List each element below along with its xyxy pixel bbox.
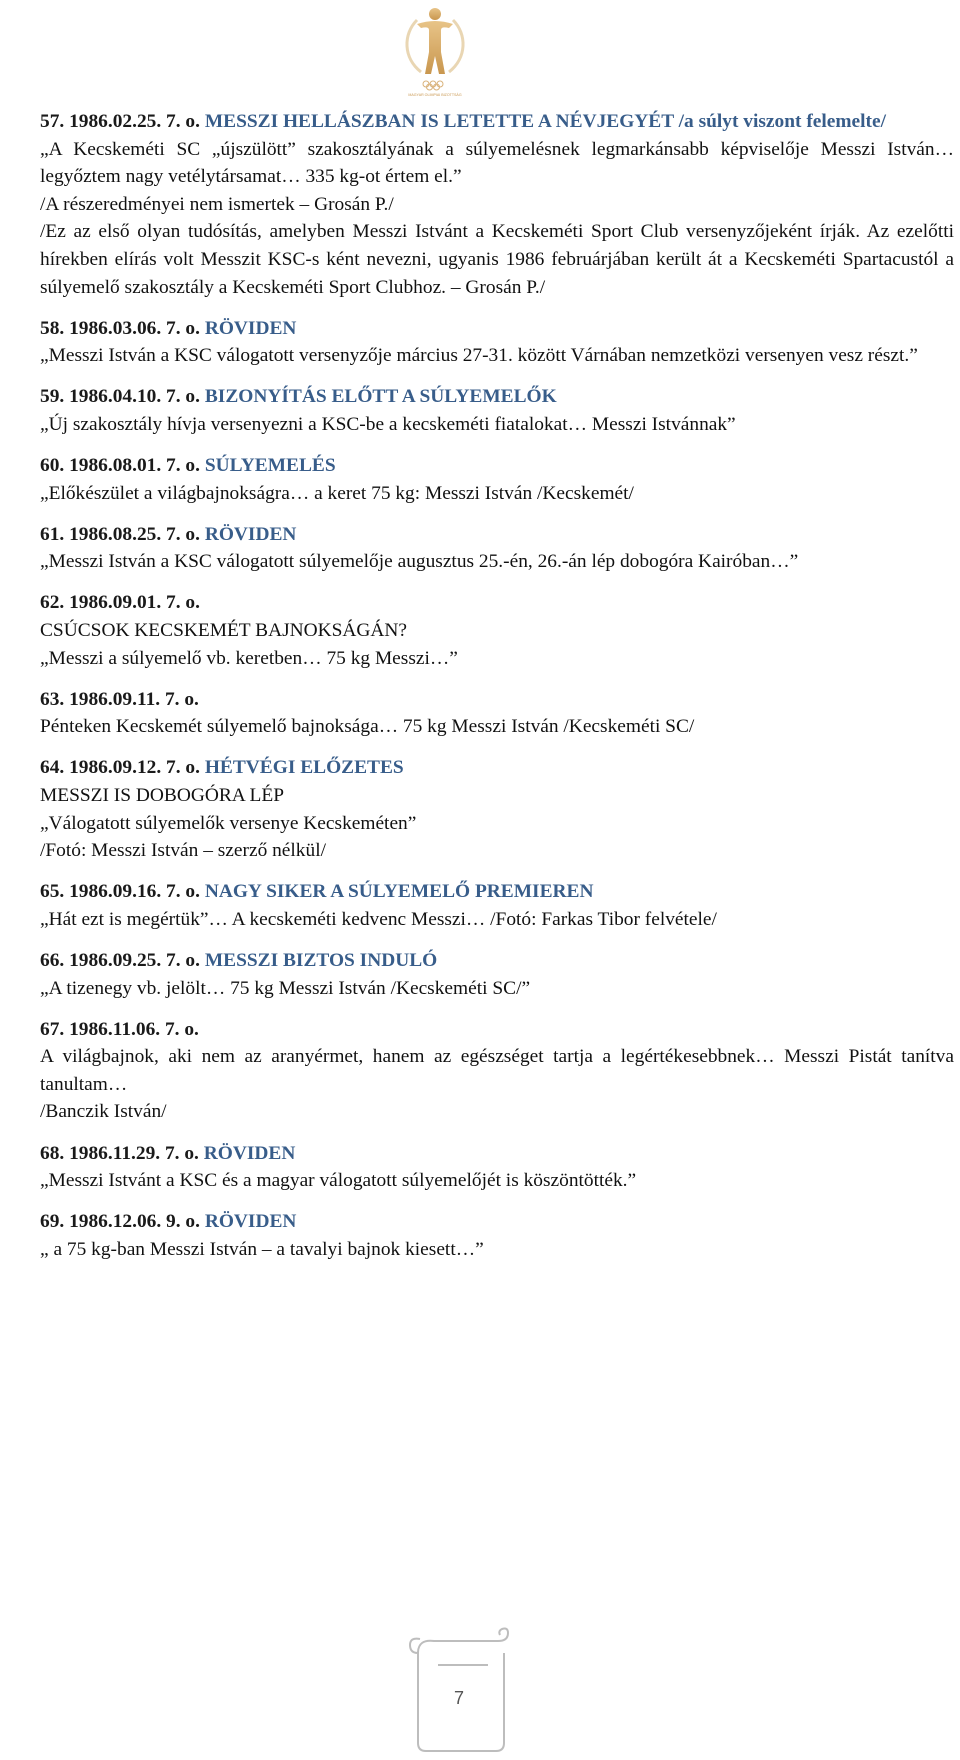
entry-line: „Messzi István a KSC válogatott versenyzője március 27-31. között Várnában nemzetközi versenyen vesz részt.” [40,345,918,367]
entry-head: 66. 1986.09.25. 7. o. [40,949,200,971]
entry-head: 60. 1986.08.01. 7. o. [40,455,200,477]
logo-text: MAGYAR OLIMPIAI BIZOTTSÁG [408,93,462,97]
entry-63 [40,686,954,741]
entry-66 [40,947,954,1002]
entry-line: „Hát ezt is megértük”… A kecskeméti kedvenc Messzi… /Fotó: Farkas Tibor felvétele/ [40,908,717,930]
entry-line: CSÚCSOK KECSKEMÉT BAJNOKSÁGÁN? [40,620,408,641]
entry-title: NAGY SIKER A SÚLYEMELŐ PREMIEREN [204,881,594,903]
entry-line: „Válogatott súlyemelők versenye Kecskeméten” [40,812,417,834]
entry-head: 57. 1986.02.25. 7. o. [40,111,200,132]
olympic-committee-logo [395,0,475,102]
entry-line: /A részeredményei nem ismertek – Grosán P./ [40,193,394,215]
entry-title: RÖVIDEN [204,317,297,339]
entry-head: 59. 1986.04.10. 7. o. [40,386,200,408]
entry-line: „A tizenegy vb. jelölt… 75 kg Messzi István /Kecskeméti SC/” [40,977,531,999]
entry-title: RÖVIDEN [203,1142,296,1164]
entry-line: A világbajnok, aki nem az aranyérmet, hanem az egészséget tartja a legértékesebbnek… Messzi Pistát tanítva tanultam… [40,1046,954,1095]
entry-line: „Előkészület a világbajnokságra… a keret 75 kg: Messzi István /Kecskemét/ [40,482,634,504]
entry-head: 64. 1986.09.12. 7. o. [40,757,200,779]
entry-61 [40,521,954,576]
entry-line: „Messzi Istvánt a KSC és a magyar válogatott súlyemelőjét is köszöntötték.” [40,1170,637,1192]
entry-67 [40,1016,954,1126]
entry-65 [40,878,954,933]
page-number: 7 [453,1688,464,1708]
entry-line: „Új szakosztály hívja versenyezni a KSC-be a kecskeméti fiatalokat… Messzi Istvánnak” [40,413,736,435]
entry-head: 69. 1986.12.06. 9. o. [40,1211,200,1233]
entry-head: 63. 1986.09.11. 7. o. [40,688,199,710]
entry-head: 67. 1986.11.06. 7. o. [40,1018,199,1040]
entry-64 [40,754,954,864]
entry-62 [40,589,954,672]
entry-57 [40,108,954,301]
entry-line: „ a 75 kg-ban Messzi István – a tavalyi bajnok kiesett…” [40,1238,484,1260]
entry-line: „A Kecskeméti SC „újszülött” szakosztályának a súlyemelésnek legmarkánsabb képviselője Messzi István… legyőztem nagy vetélytársamat… 335 kg-ot értem el.” [40,138,954,188]
entry-60 [40,452,954,507]
entry-59 [40,383,954,438]
entry-head: 62. 1986.09.01. 7. o. [40,592,200,614]
page-footer [398,1625,520,1755]
entry-title: BIZONYÍTÁS ELŐTT A SÚLYEMELŐK [204,386,557,408]
entry-title: RÖVIDEN [204,523,297,545]
entry-line: „Messzi István a KSC válogatott súlyemelője augusztus 25.-én, 26.-án lép dobogóra Kairóban…” [40,551,799,573]
entry-line: MESSZI IS DOBOGÓRA LÉP [40,784,285,806]
entry-line: /Ez az első olyan tudósítás, amelyben Messzi Istvánt a Kecskeméti Sport Club versenyzőjeként írják. Az ezelőtti hírekben elírás volt Messzit KSC-s ként nevezni, ugyanis 1986 februárjában került át a Kecskeméti Spartacustól a súlyemelő szakosztály a Kecskeméti Sport Clubhoz. – Grosán P./ [40,221,954,298]
entry-head: 65. 1986.09.16. 7. o. [40,881,200,903]
entry-69 [40,1208,954,1263]
entry-title: MESSZI BIZTOS INDULÓ [204,949,438,971]
entry-title: HÉTVÉGI ELŐZETES [204,757,404,779]
entry-head: 61. 1986.08.25. 7. o. [40,523,200,545]
entry-line: /Banczik István/ [40,1101,167,1123]
entry-58 [40,315,954,370]
entry-line: „Messzi a súlyemelő vb. keretben… 75 kg Messzi…” [40,647,458,669]
entry-head: 68. 1986.11.29. 7. o. [40,1142,199,1164]
entry-title: SÚLYEMELÉS [204,455,336,477]
entry-title: RÖVIDEN [204,1211,297,1233]
article-list [40,108,954,1277]
olympian-figure-logo-icon [395,0,475,102]
entry-line: /Fotó: Messzi István – szerző nélkül/ [40,840,326,862]
entry-line: Pénteken Kecskemét súlyemelő bajnoksága… 75 kg Messzi István /Kecskeméti SC/ [40,716,695,738]
entry-title: MESSZI HELLÁSZBAN IS LETETTE A NÉVJEGYÉT /a súlyt viszont felemelte/ [204,111,886,132]
entry-head: 58. 1986.03.06. 7. o. [40,317,200,339]
entry-68 [40,1140,954,1195]
